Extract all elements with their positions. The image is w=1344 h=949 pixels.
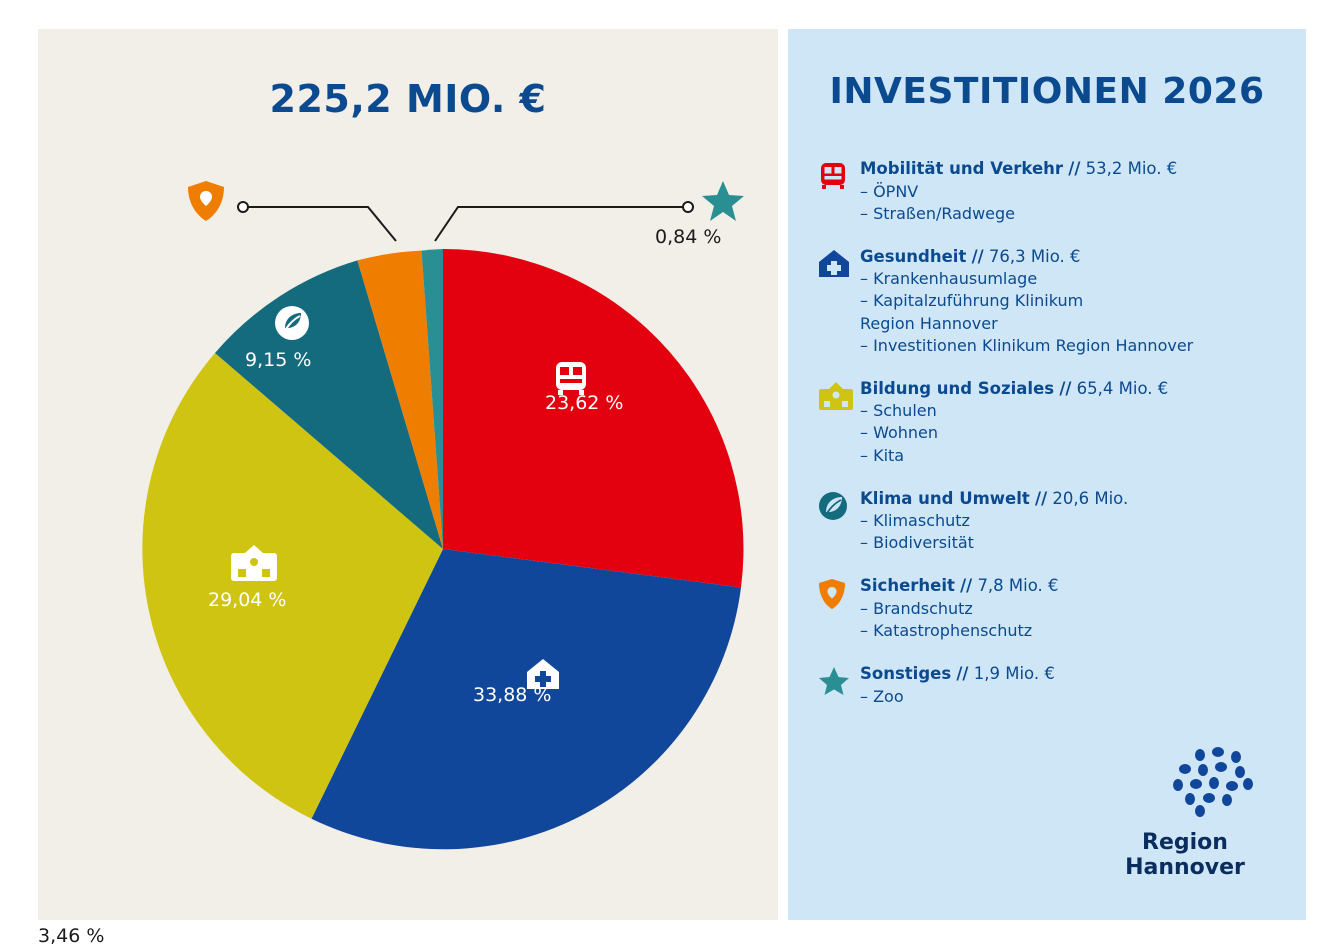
legend-amount: 7,8 Mio. € xyxy=(977,576,1059,596)
legend-separator: // xyxy=(956,664,969,684)
legend-item-mobilitaet[interactable] xyxy=(818,159,1290,225)
legend-separator: // xyxy=(1035,488,1048,508)
callout-label-sonstiges: 0,84 % xyxy=(655,226,722,248)
slice-label-klima: 9,15 % xyxy=(245,349,312,371)
legend-details: – Schulen – Wohnen – Kita xyxy=(860,401,939,465)
legend-name: Mobilität und Verkehr xyxy=(860,159,1064,178)
legend-name: Klima und Umwelt xyxy=(860,488,1030,508)
chart-total-title: 225,2 MIO. € xyxy=(269,77,547,121)
legend-item-bildung[interactable] xyxy=(818,379,1290,467)
legend-panel xyxy=(788,29,1306,920)
legend-details: – ÖPNV – Straßen/Radwege xyxy=(860,181,1016,223)
slice-label-gesundheit: 33,88 % xyxy=(473,684,552,706)
legend-amount: 65,4 Mio. € xyxy=(1076,378,1169,398)
tram-icon xyxy=(818,159,860,196)
legend-amount: 1,9 Mio. € xyxy=(973,664,1055,684)
legend-separator: // xyxy=(1068,159,1081,178)
legend-head xyxy=(860,379,1290,400)
legend-item-sicherheit[interactable] xyxy=(818,576,1290,642)
legend-amount: 20,6 Mio. xyxy=(1052,488,1129,508)
star-icon xyxy=(702,181,744,221)
legend-item-gesundheit[interactable] xyxy=(818,247,1290,357)
callout-line-sicherheit xyxy=(238,202,396,241)
legend-separator: // xyxy=(960,576,973,596)
shield-icon xyxy=(188,181,224,221)
legend-item-klima[interactable] xyxy=(818,489,1290,555)
region-hannover-logo xyxy=(1090,743,1280,880)
logo-text: Region Hannover xyxy=(1125,830,1245,880)
legend-separator: // xyxy=(971,246,984,266)
legend-details: – Brandschutz – Katastrophenschutz xyxy=(860,598,1033,641)
legend-amount: 76,3 Mio. € xyxy=(988,246,1081,266)
legend-name: Gesundheit xyxy=(860,246,967,266)
legend-title: INVESTITIONEN 2026 xyxy=(829,71,1265,112)
dots-logo xyxy=(1090,743,1280,823)
legend-name: Sonstiges xyxy=(860,664,952,684)
hospital-house-icon xyxy=(818,247,860,284)
chart-panel xyxy=(38,29,778,947)
pie-chart xyxy=(38,29,778,947)
legend-head xyxy=(860,489,1290,510)
legend-details: – Krankenhausumlage – Kapitalzuführung Klinikum Region Hannover – Investitionen Klinikum Region Hannover xyxy=(860,269,1194,355)
slice-label-mobilitaet: 23,62 % xyxy=(545,392,624,414)
legend-details: – Zoo xyxy=(860,686,904,706)
legend-details: – Klimaschutz – Biodiversität xyxy=(860,511,974,553)
pie-svg xyxy=(38,29,778,920)
legend-list xyxy=(818,159,1290,730)
legend-head xyxy=(860,576,1290,597)
star-icon xyxy=(818,664,860,701)
legend-name: Sicherheit xyxy=(860,576,955,596)
school-building-icon xyxy=(818,379,860,416)
shield-icon xyxy=(818,576,860,615)
legend-head xyxy=(860,159,1290,180)
legend-separator: // xyxy=(1059,378,1072,398)
legend-amount: 53,2 Mio. € xyxy=(1085,159,1178,178)
legend-name: Bildung und Soziales xyxy=(860,378,1055,398)
legend-head xyxy=(860,664,1290,685)
slice-label-bildung: 29,04 % xyxy=(208,589,287,611)
legend-item-sonstiges[interactable] xyxy=(818,664,1290,708)
legend-head xyxy=(860,247,1290,268)
callout-label-sicherheit: 3,46 % xyxy=(38,925,105,947)
leaf-globe-icon xyxy=(818,489,860,526)
pie-slice-mobilitaet[interactable] xyxy=(443,249,743,588)
leaf-globe-icon xyxy=(275,306,309,340)
